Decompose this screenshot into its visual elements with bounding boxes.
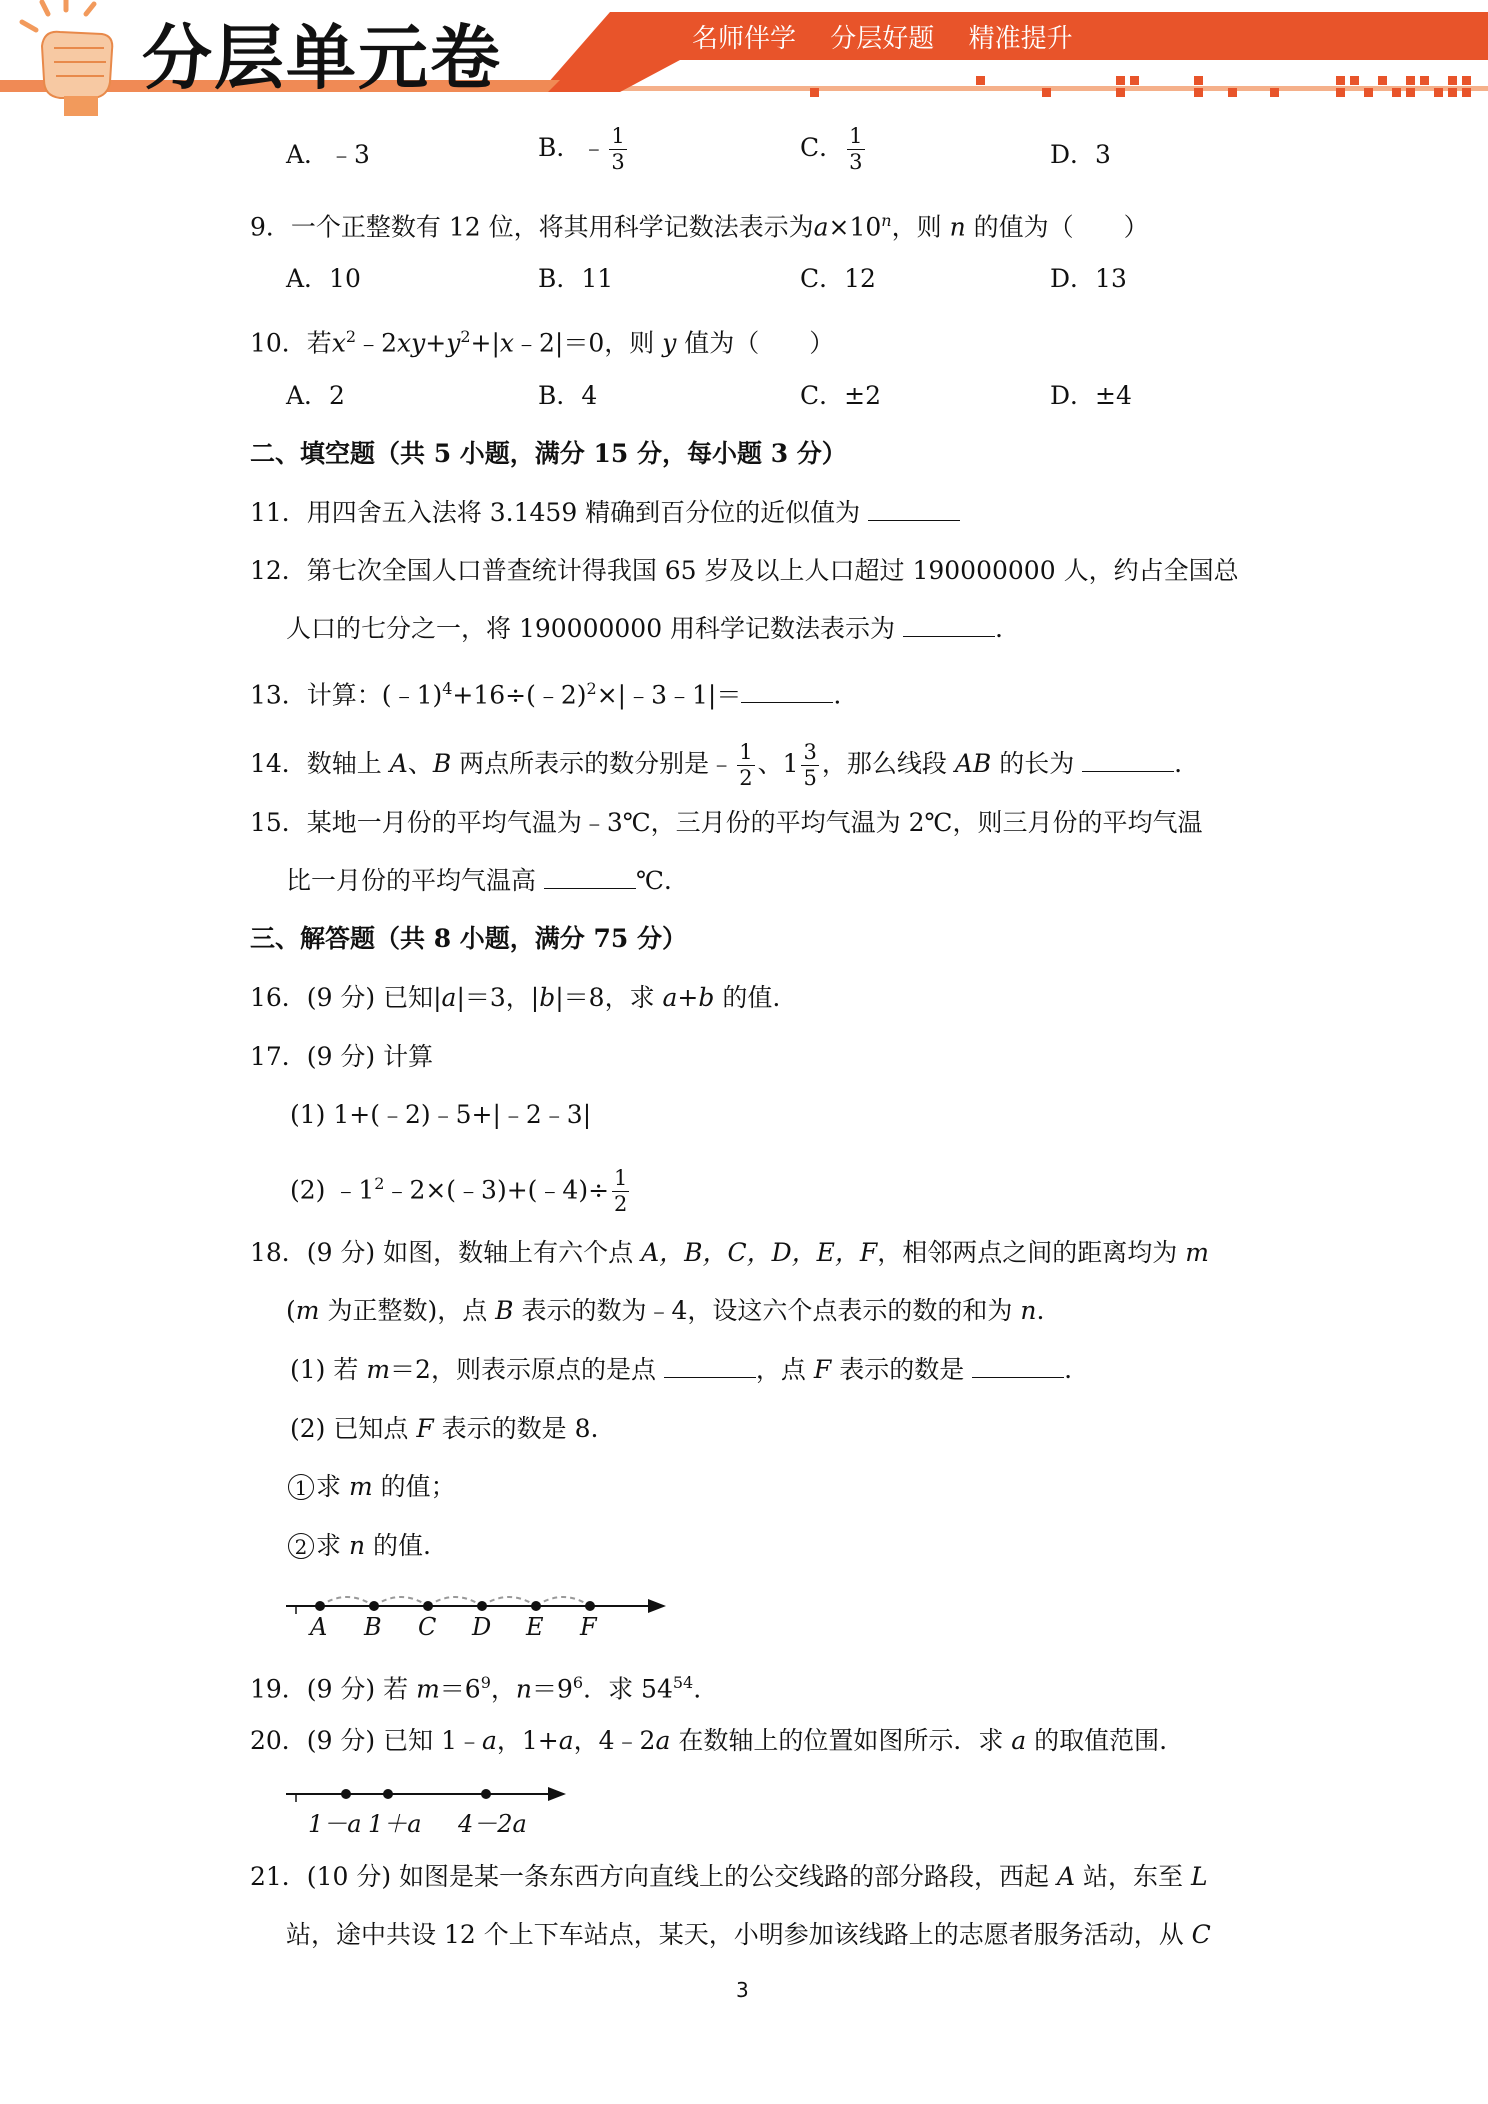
answer-blank	[741, 680, 833, 703]
q18-line2: (m 为正整数)，点 B 表示的数为﹣4，设这六个点表示的数的和为 n.	[286, 1296, 1045, 1325]
q15-line2: 比一月份的平均气温高 ℃.	[286, 866, 672, 895]
q14: 14．数轴上 A、B 两点所表示的数分别是﹣ $\frac{1}{2}$ 、1 $\frac{3}{5}$ ，那么线段 AB 的长为 .	[250, 740, 1183, 790]
q9-stem: 9．一个正整数有 12 位，将其用科学记数法表示为$a\times 10^n$，则 n 的值为（ ）	[250, 211, 1149, 242]
q9-option-d: D．13	[1050, 264, 1127, 293]
answer-blank	[972, 1355, 1064, 1378]
q18-number-line	[284, 1580, 704, 1628]
slogan-3: 精准提升	[968, 24, 1073, 54]
brand-title: 分层单元卷	[142, 17, 502, 99]
q18-line1: 18．(9 分) 如图，数轴上有六个点 A，B，C，D，E，F，相邻两点之间的距离均为 m	[250, 1238, 1209, 1267]
answer-blank	[544, 866, 636, 889]
fraction: $\frac{1}{3}$	[849, 124, 863, 174]
fraction: $\frac{1}{3}$	[611, 124, 625, 174]
q8-option-d: D．3	[1050, 140, 1111, 169]
answer-blank	[868, 498, 960, 521]
q10-option-d: D．±4	[1050, 381, 1132, 410]
slogan-2: 分层好题	[830, 24, 935, 54]
q18-sub1: (1) 若 m＝2，则表示原点的是点 ，点 F 表示的数是 .	[290, 1355, 1073, 1384]
q16: 16．(9 分) 已知|a|＝3，|b|＝8，求 a+b 的值.	[250, 983, 781, 1012]
axis-label-f: F	[580, 1613, 597, 1641]
q15-line1: 15．某地一月份的平均气温为﹣3℃，三月份的平均气温为 2℃，则三月份的平均气温	[250, 808, 1203, 837]
axis-label-4-minus-2a: 4－2a	[458, 1810, 527, 1838]
q12-line2: 人口的七分之一，将 190000000 用科学记数法表示为 .	[286, 614, 1003, 643]
answer-blank	[664, 1355, 756, 1378]
q18-sub2: (2) 已知点 F 表示的数是 8.	[290, 1414, 599, 1443]
q8-option-b: B．﹣ $\frac{1}{3}$	[538, 124, 625, 174]
axis-label-c: C	[418, 1613, 437, 1641]
fraction: $\frac{3}{5}$	[803, 740, 817, 790]
q18-item1: 1 求 m 的值；	[288, 1470, 456, 1504]
q10-option-b: B．4	[538, 381, 598, 410]
header-slogan	[692, 18, 1099, 55]
axis-label-d: D	[472, 1613, 492, 1641]
axis-label-e: E	[526, 1613, 544, 1641]
axis-label-1-plus-a: 1＋a	[368, 1810, 422, 1838]
answer-blank	[903, 614, 995, 637]
fraction: $\frac{1}{2}$	[614, 1166, 628, 1217]
q18-item2: 2 求 n 的值.	[288, 1529, 431, 1563]
fraction: $\frac{1}{2}$	[739, 740, 753, 790]
q8-option-c: C． $\frac{1}{3}$	[800, 124, 863, 174]
q13: 13．计算：(﹣1)$^4$+16÷(﹣2)$^2$×|﹣3﹣1|＝ .	[250, 679, 842, 710]
q10-option-c: C．±2	[800, 381, 881, 410]
q11: 11．用四舍五入法将 3.1459 精确到百分位的近似值为	[250, 496, 960, 530]
q12-line1: 12．第七次全国人口普查统计得我国 65 岁及以上人口超过 190000000 人，约占全国总	[250, 556, 1239, 585]
q9-option-c: C．12	[800, 264, 876, 293]
q17-title: 17．(9 分) 计算	[250, 1042, 434, 1071]
q21-line2: 站，途中共设 12 个上下车站点，某天，小明参加该线路上的志愿者服务活动，从 C	[286, 1920, 1211, 1949]
axis-label-a: A	[310, 1613, 328, 1641]
fist-logo-icon	[14, 0, 134, 118]
page-number: 3	[736, 1978, 749, 2002]
section-2-heading: 二、填空题（共 5 小题，满分 15 分，每小题 3 分）	[250, 439, 847, 468]
page-header	[0, 0, 1488, 120]
axis-label-1-minus-a: 1－a	[308, 1810, 362, 1838]
q21-line1: 21．(10 分) 如图是某一条东西方向直线上的公交线路的部分路段，西起 A 站，东至 L	[250, 1862, 1208, 1891]
slogan-1: 名师伴学	[692, 24, 797, 54]
q10-stem: 10．若$x^2﹣2xy+y^2+|x﹣2|=0$，则 y 值为（ ）	[250, 327, 835, 358]
q10-option-a: A．2	[286, 381, 345, 410]
q17-sub2: (2) $﹣1^2﹣2\times(﹣3)+(﹣4)\div$ $\frac{1}{2}$	[290, 1166, 628, 1217]
section-3-heading: 三、解答题（共 8 小题，满分 75 分）	[250, 924, 688, 953]
q9-option-a: A．10	[286, 264, 361, 293]
q9-option-b: B．11	[538, 264, 614, 293]
q17-sub1: (1) 1+(﹣2)﹣5+|﹣2﹣3|	[290, 1100, 592, 1129]
axis-label-b: B	[364, 1613, 382, 1641]
q19: 19．(9 分) 若 $m=6^9$，$n=9^6$．求 $54^{54}$.	[250, 1673, 702, 1704]
q8-option-a: A．﹣3	[286, 140, 370, 169]
q20: 20．(9 分) 已知 1﹣a，1+a，4﹣2a 在数轴上的位置如图所示．求 a 的取值范围.	[250, 1726, 1168, 1755]
answer-blank	[1082, 749, 1174, 772]
